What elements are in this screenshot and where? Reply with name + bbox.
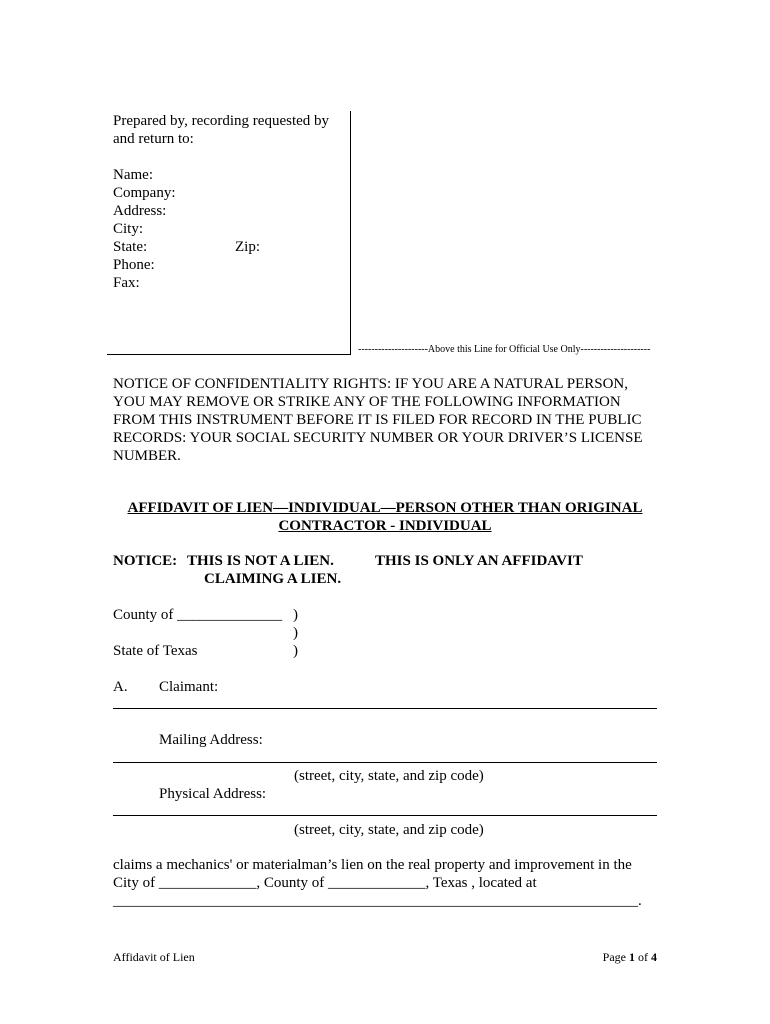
footer-page-total: 4	[651, 950, 657, 964]
company-label: Company:	[113, 185, 176, 201]
address-label: Address:	[113, 203, 167, 219]
mailing-address-line	[113, 762, 657, 763]
document-title-line2: CONTRACTOR - INDIVIDUAL	[278, 518, 492, 534]
confidentiality-line-4: RECORDS: YOUR SOCIAL SECURITY NUMBER OR YOUR DRIVER’S LICENSE	[113, 430, 643, 446]
document-title-line1: AFFIDAVIT OF LIEN—INDIVIDUAL—PERSON OTHER THAN ORIGINAL	[127, 500, 643, 516]
confidentiality-line-5: NUMBER.	[113, 448, 181, 464]
claim-line-2: City of _____________, County of _____________, Texas , located at	[113, 875, 537, 891]
header-bottom-rule	[107, 354, 351, 355]
confidentiality-line-2: YOU MAY REMOVE OR STRIKE ANY OF THE FOLLOWING INFORMATION	[113, 394, 621, 410]
prepared-by-line1: Prepared by, recording requested by	[113, 113, 330, 129]
claim-line-1: claims a mechanics' or materialman’s lien on the real property and improvement in the	[113, 857, 632, 873]
official-use-note: ---------------------Above this Line for Official Use Only---------------------	[358, 344, 651, 355]
claimant-line	[113, 708, 657, 709]
state-of-texas-label: State of Texas	[113, 643, 198, 659]
footer-page-prefix: Page	[602, 950, 626, 964]
footer-page-current: 1	[629, 950, 635, 964]
physical-address-label: Physical Address:	[159, 786, 267, 802]
claim-line-3: ______________________________________________________________________.	[113, 893, 642, 909]
prepared-by-line2: and return to:	[113, 131, 194, 147]
section-a-letter: A.	[113, 679, 128, 695]
lien-notice-part2: THIS IS ONLY AN AFFIDAVIT	[375, 553, 583, 569]
header-vertical-divider	[350, 111, 351, 354]
lien-notice-label: NOTICE:	[113, 553, 178, 569]
name-label: Name:	[113, 167, 153, 183]
venue-paren-1: )	[293, 607, 298, 623]
lien-notice-part1: THIS IS NOT A LIEN.	[187, 553, 334, 569]
footer-page-of: of	[638, 950, 648, 964]
county-of-label: County of ______________	[113, 607, 283, 623]
footer-doc-name: Affidavit of Lien	[113, 950, 195, 964]
claimant-label: Claimant:	[159, 679, 219, 695]
zip-label: Zip:	[235, 239, 260, 255]
phone-label: Phone:	[113, 257, 155, 273]
fax-label: Fax:	[113, 275, 140, 291]
city-label: City:	[113, 221, 144, 237]
confidentiality-line-3: FROM THIS INSTRUMENT BEFORE IT IS FILED FOR RECORD IN THE PUBLIC	[113, 412, 642, 428]
physical-address-hint: (street, city, state, and zip code)	[294, 822, 484, 838]
venue-paren-2: )	[293, 625, 298, 641]
physical-address-line	[113, 815, 657, 816]
confidentiality-line-1: NOTICE OF CONFIDENTIALITY RIGHTS: IF YOU ARE A NATURAL PERSON,	[113, 376, 629, 392]
mailing-address-label: Mailing Address:	[159, 732, 263, 748]
lien-notice-line2: CLAIMING A LIEN.	[204, 571, 342, 587]
footer-page-number	[599, 950, 657, 964]
venue-paren-3: )	[293, 643, 298, 659]
mailing-address-hint: (street, city, state, and zip code)	[294, 768, 484, 784]
state-label: State:	[113, 239, 148, 255]
